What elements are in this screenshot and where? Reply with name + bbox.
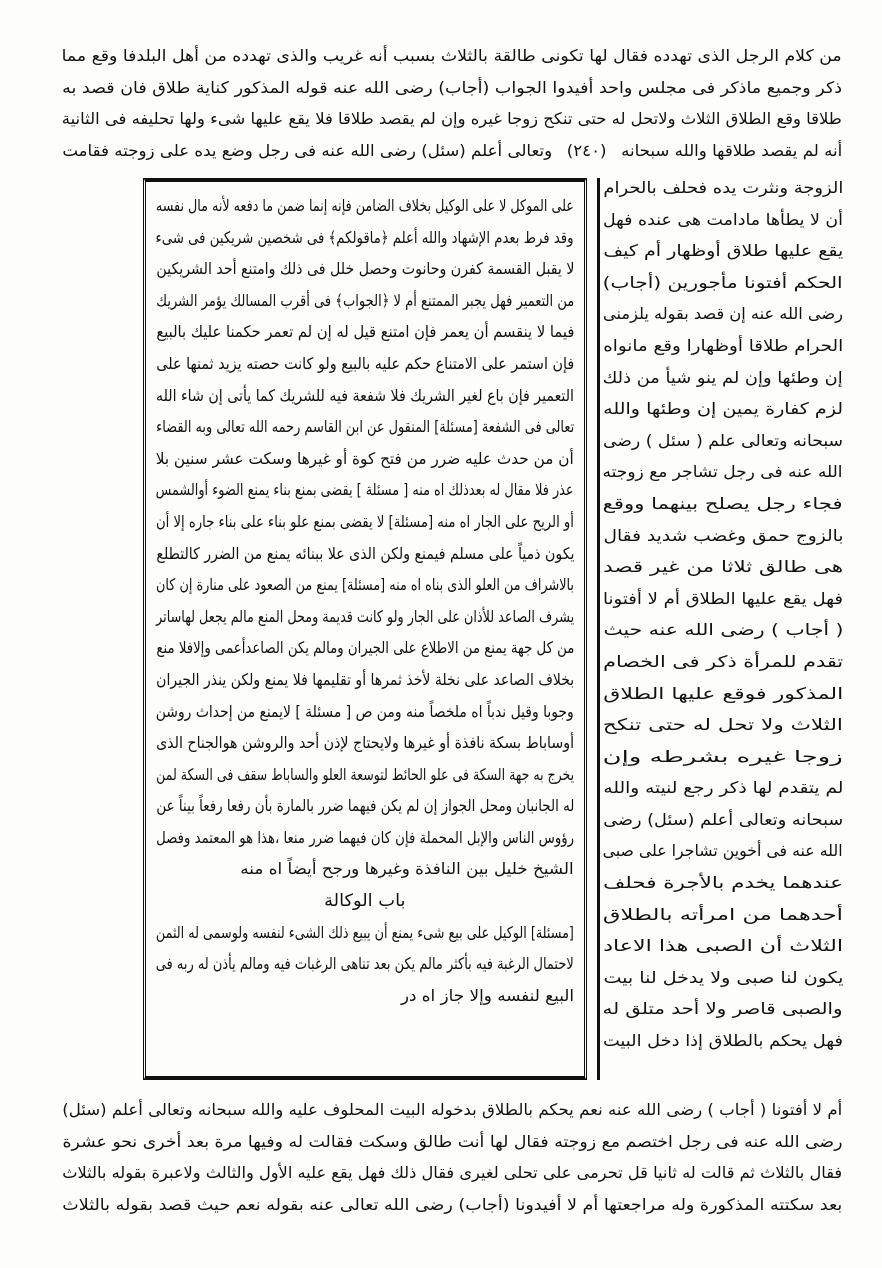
text-line <box>603 899 843 931</box>
text-line <box>603 646 843 678</box>
text-line-content: إن وطئها وإن لم ينو شيأ من ذلك <box>603 367 843 387</box>
bottom-text <box>62 1094 842 1220</box>
text-line <box>156 285 574 317</box>
text-line-content: [مسئلة] الوكيل على بيع شىء يمنع أن يبيع ذلك الشىء لنفسه ولوسمى له الثمن <box>156 922 574 942</box>
text-line-content: باب الوكالة <box>324 891 406 912</box>
text-line-content: الشيخ خليل بين النافذة وغيرها ورجح أيضاً اه منه <box>240 859 574 879</box>
text-line-content: الله عنه فى أخوين تشاجرا على صبى <box>603 841 843 861</box>
text-line <box>156 696 574 728</box>
text-line <box>603 393 843 425</box>
text-line-content: أن من حدث عليه ضرر من فتح كوة أو غيرها وسكت عشر سنين بلا <box>156 448 574 468</box>
text-line <box>156 506 574 538</box>
text-line-content <box>62 135 842 167</box>
text-line <box>603 172 843 204</box>
column-divider <box>597 178 600 1080</box>
text-line-content: لا يقبل القسمة كفرن وحانوت وحصل خلل فى ذلك وامتنع أحد الشريكين <box>156 259 574 279</box>
boxed-commentary <box>143 178 587 1080</box>
text-line-content: هى طالق ثلاثا من غير قصد <box>603 557 843 577</box>
text-line <box>62 1094 842 1126</box>
text-line <box>156 253 574 285</box>
text-line-content: ذكر وجميع ماذكر فى مجلس واحد أفيدوا الجواب (أجاب) رضى الله عنه قوله المذكور كناية طلاق فان قصد به <box>62 77 842 97</box>
text-line <box>156 917 574 949</box>
text-line <box>156 443 574 475</box>
text-line-content: وجوبا وقيل ندباً اه ملخصاً منه ومن ص [ مسئلة ] لايمنع من إحداث روشن <box>156 701 574 721</box>
text-line-content: يكون لنا صبى ولا يدخل لنا بيت <box>603 967 843 987</box>
text-line <box>62 1126 842 1158</box>
text-line-content: من كلام الرجل الذى تهدده فقال لها تكونى طالقة بالثلاث بسبب أنه غريب والذى تهدده من أهل البلدفا وقع مما <box>62 46 842 65</box>
text-line <box>62 1189 842 1221</box>
text-segment: أنه لم يقصد طلاقها والله سبحانه <box>620 140 842 160</box>
text-line <box>156 601 574 633</box>
text-line-content: لم يتقدم لها ذكر رجع لنيته والله <box>603 778 843 798</box>
text-line-content: الحكم أفتونا مأجورين (أجاب) <box>603 272 843 292</box>
text-line-content: رضى الله عنه فى رجل اختصم مع زوجته فقال لها أنت طالق وسكت فقالت له وفيها مرة بعد أخرى نحو عشرة <box>62 1131 842 1151</box>
text-line-content: الثلاث أن الصبى هذا الاعاد <box>603 936 843 956</box>
text-line <box>603 835 843 867</box>
text-line <box>603 298 843 330</box>
text-line-content: أن لا يطأها مادامت هى عنده فهل <box>603 209 843 229</box>
text-line <box>156 380 574 412</box>
text-line <box>156 822 574 854</box>
text-line-content: بالاشراف من العلو الذى بناه اه منه [مسئلة] يمنع من الصعود على منارة إن كان <box>156 575 574 595</box>
text-line <box>62 40 842 72</box>
text-line-content: فقال بالثلاث ثم قالت له ثانيا قل تحرمى على تحلى لغيرى فقال ذلك فهل يقع عليه الأول والثالث ولاعبرة بقوله بالثلاث <box>62 1163 842 1183</box>
section-heading <box>156 885 574 917</box>
text-line-content: بخلاف الصاعد على نخلة لأخذ ثمرها أو تقليمها فلا يمنع ولكن ينذر الجيران <box>156 669 574 689</box>
text-line <box>603 867 843 899</box>
text-line-content: ( أجاب ) رضى الله عنه حيث <box>603 620 843 640</box>
text-line <box>62 103 842 135</box>
text-line <box>603 488 843 520</box>
text-line <box>603 235 843 267</box>
text-line-content: من التعمير فهل يجبر الممتنع أم لا ﴿الجواب﴾ فى أقرب المسالك يؤمر الشريك <box>156 290 574 310</box>
text-line <box>603 741 843 773</box>
text-line-content: لزم كفارة يمين إن وطئها والله <box>603 399 843 419</box>
text-line <box>156 790 574 822</box>
text-line <box>156 948 574 980</box>
text-line-content: أم لا أفتونا ( أجاب ) رضى الله عنه نعم يحكم بالطلاق بدخوله البيت المحلوف عليه والله سبحانه وتعالى أعلم (سئل) <box>62 1100 842 1119</box>
text-line-content: تقدم للمرأة ذكر فى الخصام <box>603 651 843 671</box>
text-line <box>156 222 574 254</box>
text-line <box>603 520 843 552</box>
text-line <box>62 1157 842 1189</box>
text-line-content: بالزوج حمق وغضب شديد فقال <box>603 525 843 545</box>
text-segment: وتعالى أعلم (سئل) رضى الله عنه فى رجل وضع يده على زوجته فقامت <box>62 140 552 160</box>
boxed-commentary-text <box>156 190 574 1011</box>
text-line <box>156 474 574 506</box>
text-line-content: يكون ذمياً على مسلم فيمنع ولكن الذى علا ببنائه يمنع من الضرر كالتطلع <box>156 543 574 563</box>
text-line <box>156 980 574 1012</box>
text-line-content: الله عنه فى رجل تشاجر مع زوجته <box>603 462 843 482</box>
text-line <box>603 962 843 994</box>
text-line-content: يقع عليها طلاق أوظهار أم كيف <box>603 241 843 261</box>
text-line-content: أحدهما من امرأته بالطلاق <box>603 904 843 924</box>
text-line <box>603 583 843 615</box>
right-column-text <box>603 172 843 1057</box>
text-line <box>156 632 574 664</box>
text-line <box>156 411 574 443</box>
text-line <box>156 727 574 759</box>
text-line <box>603 362 843 394</box>
text-line-content: زوجا غيره بشرطه وإن <box>603 746 843 766</box>
text-line-content: رضى الله عنه إن قصد بقوله يلزمنى <box>603 304 843 324</box>
text-line-content: يخرج به جهة السكة فى علو الحائط لتوسعة العلو والساباط سقف فى السكة لمن <box>156 764 574 784</box>
text-line-content: عذر فلا مقال له بعدذلك اه منه [ مسئلة ] يقضى بمنع بناء يمنع الضوء أوالشمس <box>156 480 574 500</box>
text-line <box>156 316 574 348</box>
text-line <box>603 204 843 236</box>
page-number: (٢٤٠) <box>566 140 607 160</box>
text-line <box>156 664 574 696</box>
text-line <box>603 709 843 741</box>
text-line-content: من كل جهة يمنع من الاطلاع على الجيران ومالم يكن الصاعدأعمى وإلافلا منع <box>156 638 574 658</box>
text-line <box>156 538 574 570</box>
text-line <box>603 456 843 488</box>
text-line <box>603 772 843 804</box>
text-line-content: التعمير فإن باع لغير الشريك فلا شفعة فيه للشريك كما يأتى إن شاء الله <box>156 385 574 405</box>
text-line-content: الزوجة ونثرت يده فحلف بالحرام <box>603 178 843 197</box>
text-line-content: فهل يقع عليها الطلاق أم لا أفتونا <box>603 588 843 608</box>
text-line-content: سبحانه وتعالى علم ( سئل ) رضى <box>603 430 843 450</box>
text-line <box>603 425 843 457</box>
text-line-content: البيع لنفسه وإلا جاز اه در <box>400 985 574 1005</box>
text-line-content: عندهما يخدم بالأجرة فحلف <box>603 873 843 893</box>
text-line-content: رؤوس الناس والإبل المحملة فإن كان فيهما ضرر منعا ،هذا هو المعتمد وفصل <box>156 827 574 847</box>
text-line-content: له الجانبان ومحل الجواز إن لم يكن فيهما ضرر بالمارة بأن رفعا رفعاً بيناً عن <box>156 796 574 816</box>
text-line <box>603 804 843 836</box>
text-line <box>603 993 843 1025</box>
text-line <box>603 678 843 710</box>
text-line <box>156 190 574 222</box>
text-line-content: المذكور فوقع عليها الطلاق <box>603 683 843 703</box>
top-text <box>62 40 842 166</box>
text-line-content: لاحتمال الرغبة فيه بأكثر مالم يكن بعد تناهى الرغبات فيه ومالم يأذن له ربه فى <box>156 954 574 974</box>
text-line-content: يشرف الصاعد للأذان على الجار ولو كانت قديمة ومحل المنع مالم يجعل لهاساتر <box>156 606 574 626</box>
text-line <box>603 330 843 362</box>
text-line <box>603 1025 843 1057</box>
text-line <box>603 930 843 962</box>
text-line-content: أو الريح على الجار اه منه [مسئلة] لا يقضى بمنع علو بناء على بناء جاره إلا أن <box>156 511 574 531</box>
text-line-content: فيما لا ينقسم أن يعمر فإن امتنع قيل له إن لم تعمر حكمنا عليك بالبيع <box>156 322 574 342</box>
text-line <box>62 72 842 104</box>
text-line <box>156 853 574 885</box>
text-line <box>603 551 843 583</box>
text-line-content: فجاء رجل يصلح بينهما ووقع <box>603 493 843 513</box>
text-line-content: فإن استمر على الامتناع حكم عليه بالبيع ولو كانت حصته يزيد ثمنها على <box>156 353 574 373</box>
text-line-content: تعالى فى الشفعة [مسئلة] المنقول عن ابن القاسم رحمه الله تعالى وبه القضاء <box>156 417 574 437</box>
text-line-content: على الموكل لا على الوكيل بخلاف الضامن فإنه إنما ضمن ما دفعه لأنه مال نفسه <box>156 196 574 215</box>
text-line <box>156 759 574 791</box>
text-line-content: والصبى قاصر ولا أحد متلق له <box>603 999 843 1019</box>
text-line-content: سبحانه وتعالى أعلم (سئل) رضى <box>603 809 843 829</box>
text-line-content: وقد فرط بعدم الإشهاد والله أعلم ﴿ماقولكم﴾ فى شخصين شريكين فى شىء <box>156 227 574 247</box>
text-line <box>603 614 843 646</box>
text-line-content: أوساباط بسكة نافذة أو غيرها ولايحتاج لإذن أحد والروشن هوالجناح الذى <box>156 733 574 753</box>
text-line-content: فهل يحكم بالطلاق إذا دخل البيت <box>603 1031 843 1051</box>
text-line-content: بعد سكتته المذكورة وله مراجعتها أم لا أفيدونا (أجاب) رضى الله تعالى عنه بقوله نعم حيث قصد بقوله بالثلاث <box>62 1194 842 1214</box>
text-line-content: طلاقا وقع الطلاق الثلاث ولاتحل له حتى تنكح زوجا غيره وإن لم يقصد طلاقا فلا يقع عليها شىء ولها تحليفه فى الثانية <box>61 109 842 129</box>
text-line-with-page-number <box>62 135 842 167</box>
text-line <box>156 569 574 601</box>
text-line <box>603 267 843 299</box>
text-line-content: الحرام طلاقا أوظهارا وقع مانواه <box>603 335 843 355</box>
text-line-content: الثلاث ولا تحل له حتى تنكح <box>603 715 843 735</box>
text-line <box>156 348 574 380</box>
